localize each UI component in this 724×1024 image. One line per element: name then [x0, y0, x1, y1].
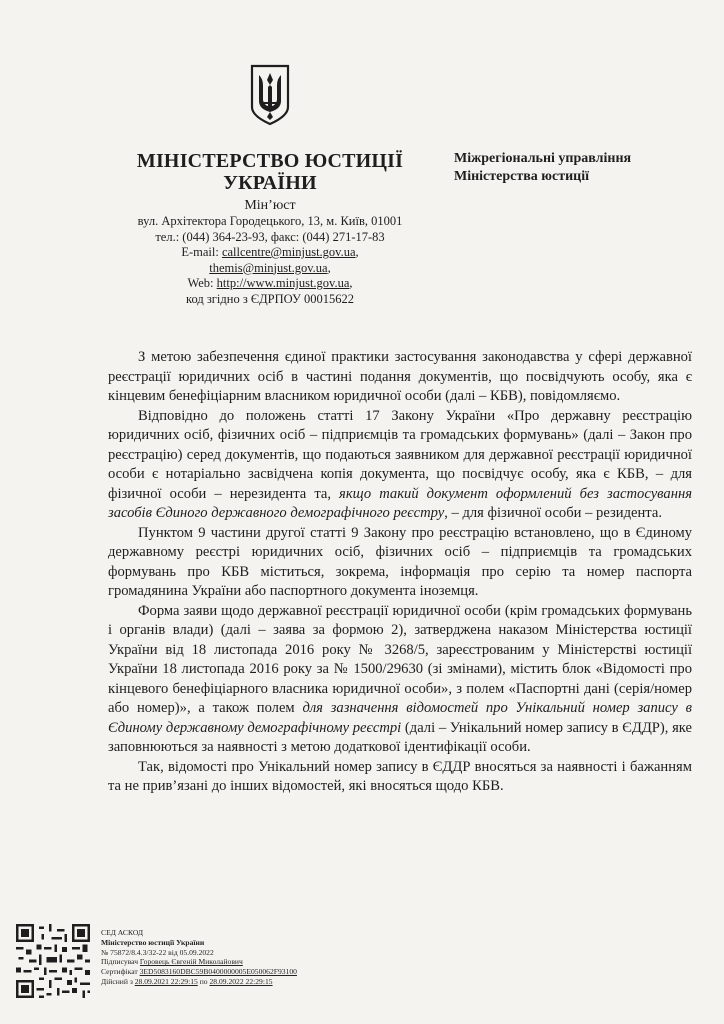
- stamp-valid-to: 28.09.2022 22:29:15: [209, 976, 273, 986]
- letter-body: [108, 348, 692, 797]
- stamp-valid-to-label: по: [197, 976, 210, 986]
- email-label: E-mail:: [181, 245, 222, 259]
- ministry-name-line1: МІНІСТЕРСТВО ЮСТИЦІЇ: [136, 150, 404, 172]
- stamp-signer: Горовець Євгеній Миколайович: [139, 957, 243, 967]
- web-separator: ,: [349, 276, 353, 290]
- paragraph-2-text-b: , – для фізичної особи – резидента.: [444, 505, 662, 521]
- ministry-short-name: Мін’юст: [244, 198, 296, 213]
- ministry-header: [100, 150, 440, 307]
- email2-separator: ,: [327, 260, 331, 275]
- email-link-themis[interactable]: themis@minjust.gov.ua: [209, 260, 328, 275]
- paragraph-2-text-a: Відповідно до положень статті 17 Закону України «Про державну реєстрацію юридичних осіб, фізичних осіб – підприємців та громадських формувань» (далі – Закон про реєстрацію) серед документів, що подаються заявником для державної реєстрації юридичної особи є нотаріально засвідчена копія документа, що посвідчує особу, яка є КБВ, – для фізичної особи – нерезидента та,: [108, 407, 692, 502]
- paragraph-1: З метою забезпечення єдиної практики застосування законодавства у сфері державної реєстрації юридичних осіб в частині подання документів, що посвідчують особу, яка є кінцевим бенефіціарним власником юридичної особи (далі – КБВ), повідомляємо.: [108, 349, 692, 404]
- stamp-signer-line: [101, 957, 381, 967]
- paragraph-3: Пунктом 9 частини другої статті 9 Закону про реєстрацію встановлено, що в Єдиному державному реєстрі юридичних осіб, фізичних осіб – підприємців та громадських формувань про КБВ міститься, зокрема, інформація про серію та номер паспорта громадянина України або паспортного документа іноземця.: [108, 524, 692, 599]
- email-link-callcentre[interactable]: callcentre@minjust.gov.ua: [221, 245, 356, 259]
- stamp-org: Міністерство юстиції України: [101, 937, 205, 947]
- stamp-cert-label: Сертифікат: [101, 967, 140, 977]
- addressee-block: [454, 150, 704, 186]
- paragraph-2-italic: якщо такий документ оформлений без застосування засобів Єдиного державного демографічного реєстру: [108, 485, 692, 521]
- ministry-edrpou: код згідно з ЄДРПОУ 00015622: [186, 291, 354, 306]
- stamp-cert-line: [101, 967, 381, 977]
- stamp-sed: СЕД АСКОД: [101, 928, 144, 937]
- addressee-line2: Міністерства юстиції: [454, 169, 590, 184]
- stamp-valid-from: 28.09.2021 22:29:15: [134, 976, 198, 986]
- paragraph-4-italic: для зазначення відомостей про Унікальний номер запису в Єдиному державному демографічному реєстрі: [108, 700, 693, 736]
- paragraph-2: [108, 407, 692, 524]
- paragraph-4: [108, 602, 692, 758]
- ministry-email-line: [100, 245, 440, 261]
- stamp-doc-number: № 75872/8.4.3/32-22 від 05.09.2022: [101, 947, 214, 957]
- electronic-signature-stamp: [101, 928, 381, 987]
- stamp-signer-label: Підписувач: [101, 957, 140, 967]
- ministry-address: вул. Архітектора Городецького, 13, м. Київ, 01001: [137, 214, 403, 228]
- paragraph-5: Так, відомості про Унікальний номер запису в ЄДДР вносяться за наявності і бажанням та не прив’язані до інших відомостей, які вносяться щодо КБВ.: [108, 758, 692, 794]
- trident-emblem-icon: [249, 63, 291, 127]
- paragraph-4-text-b: (далі – Унікальний номер запису в ЄДДР), яке заповнюються за наявності з метою додаткової ідентифікації особи.: [108, 719, 692, 755]
- ministry-email-line-2: [100, 261, 440, 277]
- stamp-valid-line: [101, 977, 381, 987]
- ministry-name-line2: УКРАЇНИ: [223, 172, 317, 194]
- addressee-line1: Міжрегіональні управління: [454, 151, 632, 166]
- ministry-phones: тел.: (044) 364-23-93, факс: (044) 271-17-83: [155, 229, 385, 244]
- ministry-web-line: [100, 276, 440, 292]
- stamp-cert: 3ED5083160DBC59B0400000005E050062F93100: [139, 967, 297, 977]
- web-link[interactable]: http://www.minjust.gov.ua: [216, 276, 350, 290]
- web-label: Web:: [187, 276, 217, 290]
- stamp-valid-label: Дійсний з: [101, 976, 135, 986]
- email1-separator: ,: [355, 245, 359, 259]
- paragraph-4-text-a: Форма заяви щодо державної реєстрації юридичної особи (крім громадських формувань і органів влади) (далі – заява за формою 2), затверджена наказом Міністерства юстиції України від 18 листопада 2016 року № 3268/5, зареєстрованим у Міністерстві юстиції України 18 листопада 2016 року за № 1500/29630 (зі змінами), містить блок «Відомості про кінцевого бенефіціарного власника юридичної особи», з полем «Паспортні дані (серія/номер або номер)», а також полем: [108, 602, 692, 716]
- qr-code-icon: [16, 924, 90, 998]
